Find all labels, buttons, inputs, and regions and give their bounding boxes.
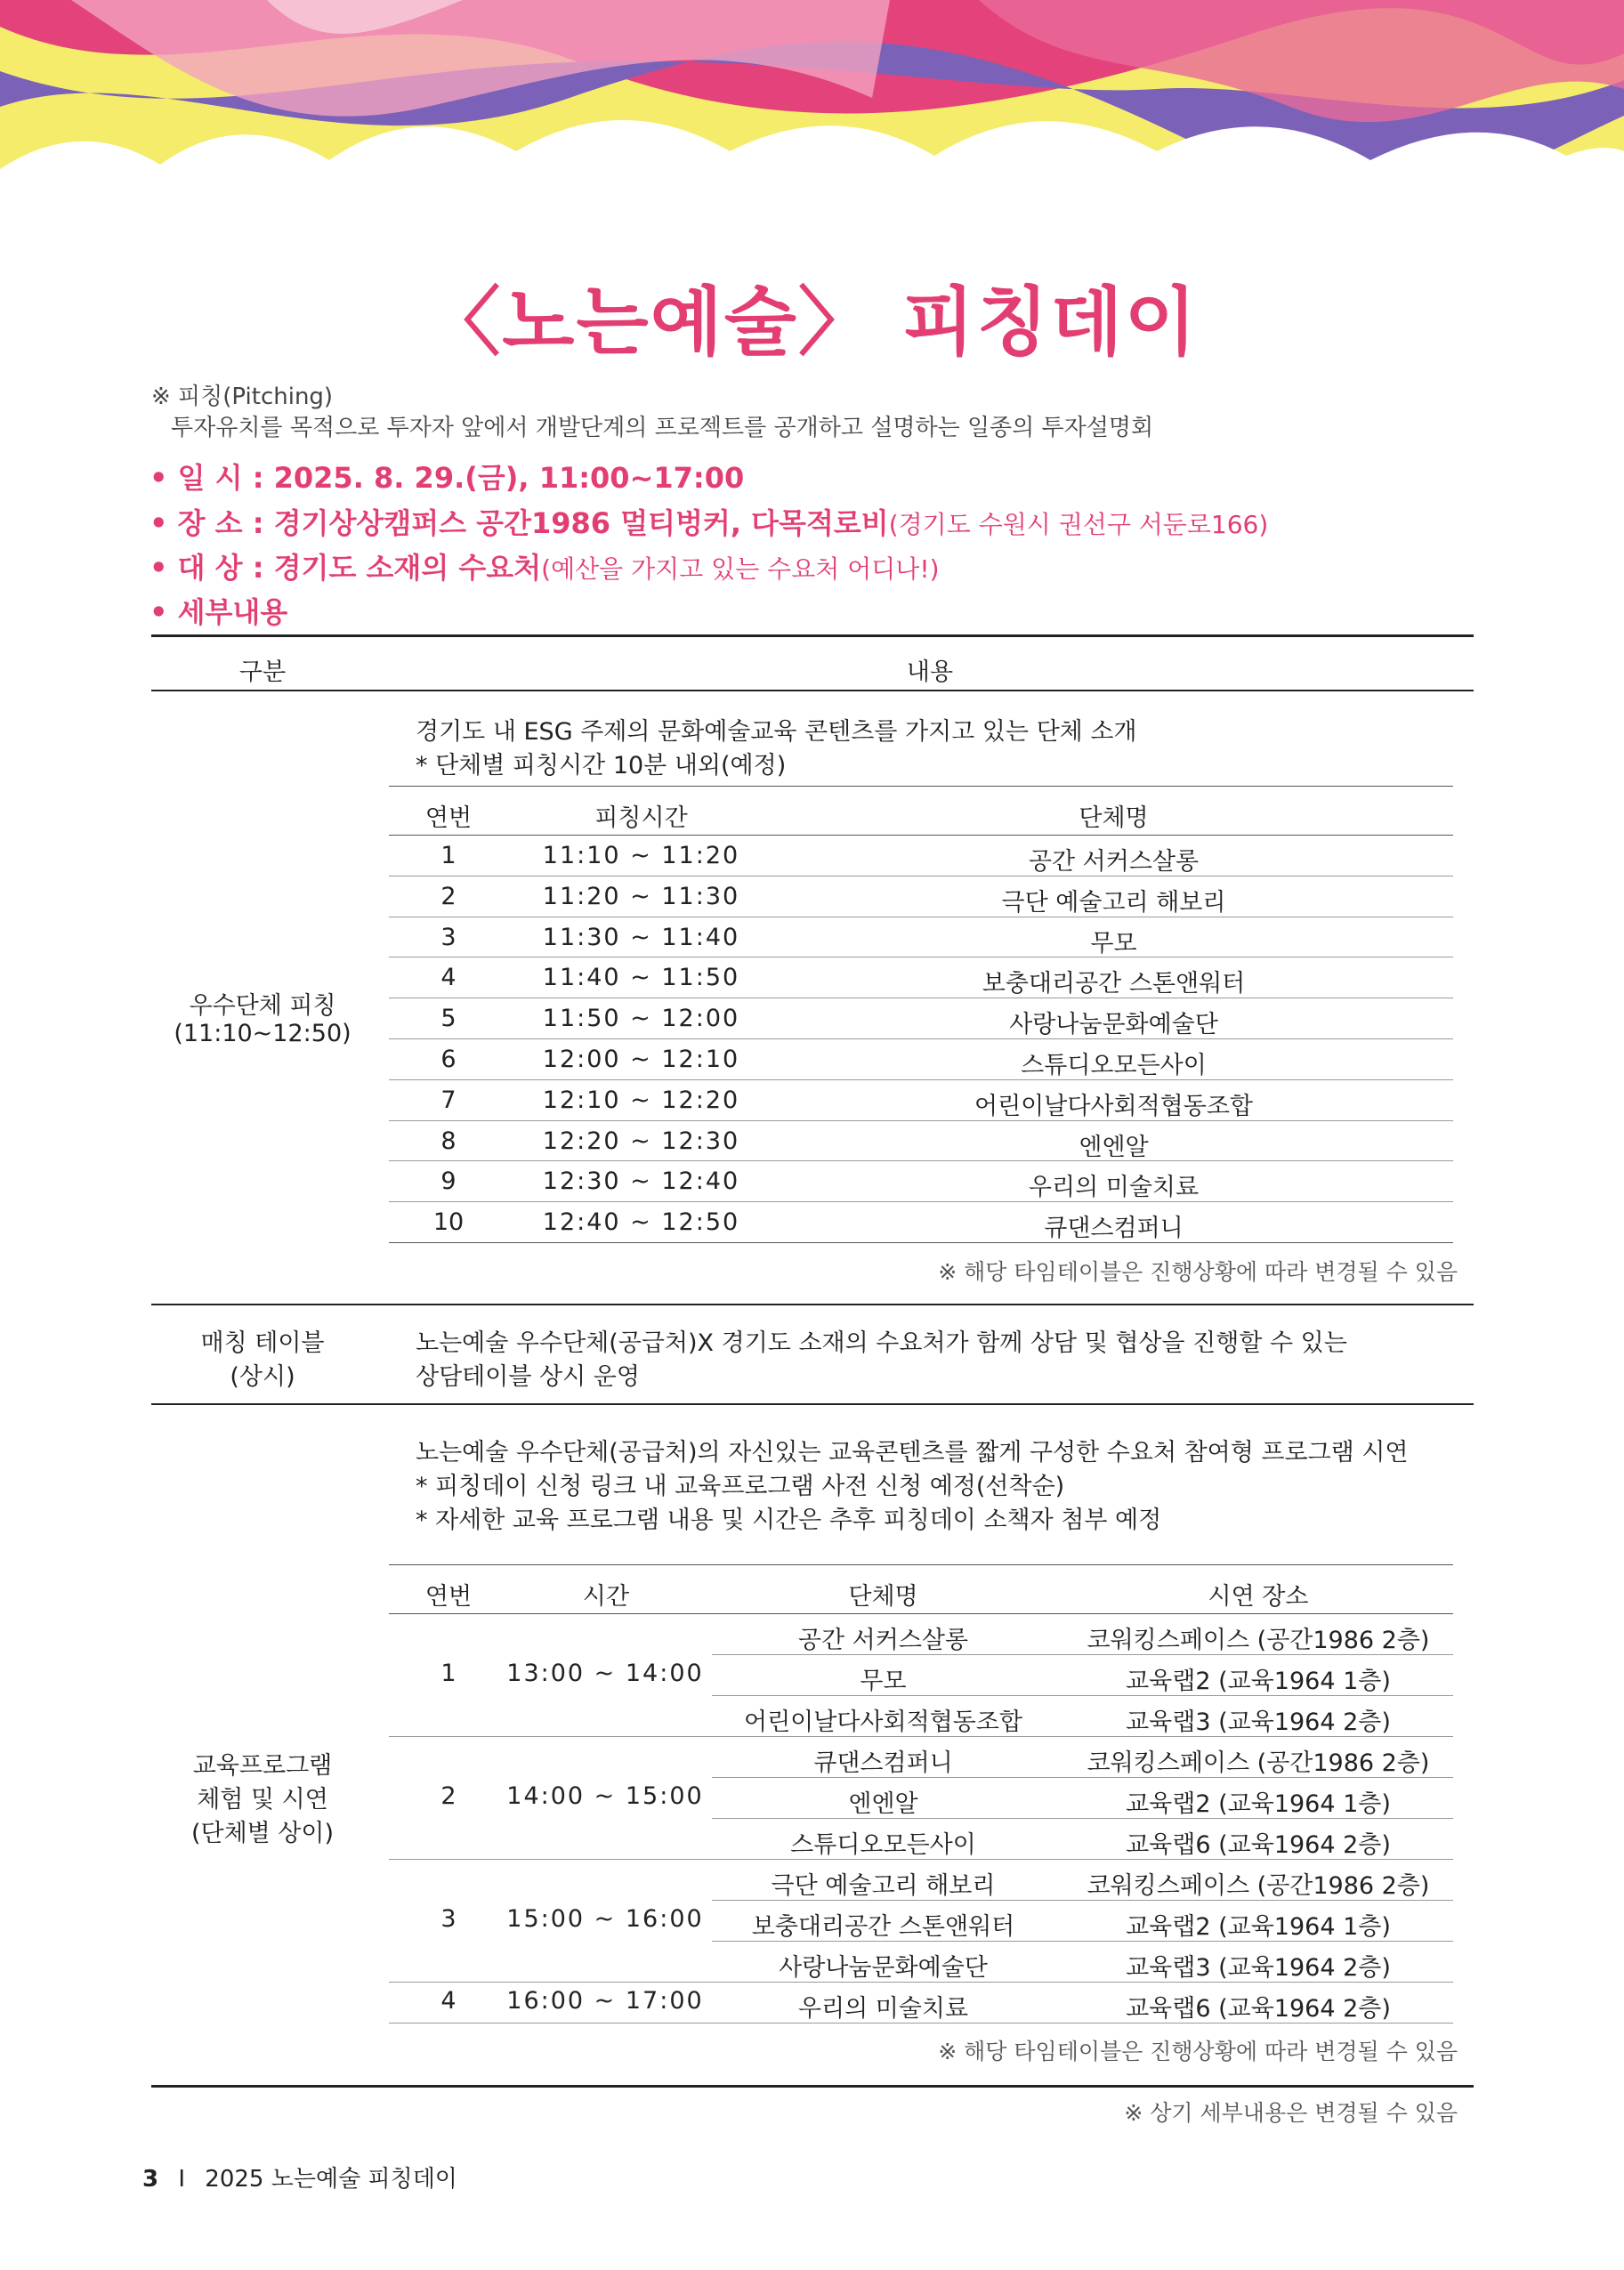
section1-row-name: 사랑나눔문화예술단: [1009, 1011, 1218, 1039]
info-date: • 일 시 : 2025. 8. 29.(금), 11:00~17:00: [149, 461, 745, 495]
section3-row-name: 보충대리공간 스톤앤워터: [751, 1913, 1015, 1941]
section3-row-place: 교육랩2 (교육1964 1층): [1126, 1668, 1391, 1695]
section3-group-no: 2: [440, 1782, 456, 1810]
section1-row-no: 8: [440, 1127, 456, 1155]
section3-row-place: 코워킹스페이스 (공간1986 2층): [1087, 1872, 1430, 1900]
section2-desc-line2: 상담테이블 상시 운영: [416, 1363, 640, 1391]
section3-group-time: 16:00 ~ 17:00: [506, 1987, 704, 2015]
section3-row-place: 코워킹스페이스 (공간1986 2층): [1087, 1749, 1430, 1777]
section1-row-name: 엔엔알: [1079, 1133, 1149, 1161]
footer-text: 2025 노는예술 피칭데이: [205, 2166, 457, 2193]
section1-row-name: 극단 예술고리 해보리: [1001, 888, 1226, 917]
section3-row-place: 교육랩6 (교육1964 2층): [1126, 1831, 1391, 1859]
section1-row-time: 12:40 ~ 12:50: [542, 1208, 740, 1237]
section3-group-time: 14:00 ~ 15:00: [506, 1782, 704, 1810]
section1-desc-line1: 경기도 내 ESG 주제의 문화예술교육 콘텐츠를 가지고 있는 단체 소개: [416, 718, 1137, 746]
section1-row-no: 9: [440, 1167, 456, 1196]
section3-row-name: 엔엔알: [848, 1790, 918, 1818]
section3-col-place: 시연 장소: [1208, 1583, 1309, 1611]
section1-note: ※ 해당 타임테이블은 진행상황에 따라 변경될 수 있음: [938, 1259, 1458, 1285]
section3-category-line2: 체험 및 시연: [197, 1786, 328, 1814]
section1-row-name: 어린이날다사회적협동조합: [974, 1092, 1253, 1120]
page-title: 〈노는예술〉 피칭데이: [425, 279, 1199, 366]
info-target-main: • 대 상 : 경기도 소재의 수요처: [149, 551, 542, 585]
section2-desc-line1: 노는예술 우수단체(공급처)X 경기도 소재의 수요처가 함께 상담 및 협상을 진행할 수 있는: [416, 1329, 1347, 1357]
section3-group-no: 4: [440, 1987, 456, 2015]
info-target: [149, 545, 940, 586]
section1-row-no: 1: [440, 842, 456, 869]
section3-group-time: 13:00 ~ 14:00: [506, 1660, 704, 1687]
section1-bottom-rule: [151, 1304, 1474, 1305]
info-place-main: • 장 소 : 경기상상캠퍼스 공간1986 멀티벙커, 다목적로비: [149, 506, 889, 540]
section3-desc-line2: * 피칭데이 신청 링크 내 교육프로그램 사전 신청 예정(선착순): [416, 1473, 1065, 1500]
section3-row-divider: [712, 1818, 1453, 1819]
section3-row-name: 극단 예술고리 해보리: [771, 1872, 996, 1900]
section1-row-name: 큐댄스컴퍼니: [1044, 1215, 1184, 1243]
section2-bottom-rule: [151, 1403, 1474, 1405]
section1-row-no: 3: [440, 923, 456, 951]
section3-row-divider: [712, 1695, 1453, 1696]
section2-category-line1: 매칭 테이블: [200, 1329, 325, 1357]
section1-desc-line2: * 단체별 피칭시간 10분 내외(예정): [416, 752, 787, 780]
section1-col-name: 단체명: [1079, 804, 1149, 832]
section3-row-place: 교육랩2 (교육1964 1층): [1126, 1790, 1391, 1818]
table-top-rule: [151, 634, 1474, 637]
section1-row-no: 7: [440, 1086, 456, 1114]
section3-row-name: 큐댄스컴퍼니: [813, 1749, 953, 1777]
section3-row-divider: [389, 2023, 1453, 2024]
section3-row-place: 코워킹스페이스 (공간1986 2층): [1087, 1627, 1430, 1654]
section1-col-time: 피칭시간: [594, 804, 688, 832]
info-place: [149, 501, 1268, 542]
info-target-sub: (예산을 가지고 있는 수요처 어디나!): [541, 554, 940, 584]
table-head-rule: [151, 690, 1474, 691]
section3-desc-line1: 노는예술 우수단체(공급처)의 자신있는 교육콘텐츠를 짧게 구성한 수요처 참여형 프로그램 시연: [416, 1439, 1409, 1466]
table-head-content: 내용: [906, 658, 954, 686]
info-details: • 세부내용: [149, 595, 288, 629]
section3-col-name: 단체명: [848, 1583, 918, 1611]
section3-row-divider: [389, 1982, 1453, 1983]
section1-row-time: 11:10 ~ 11:20: [542, 842, 740, 869]
section1-row-divider: [389, 1079, 1453, 1080]
section1-col-no: 연번: [424, 804, 473, 832]
footer: [142, 2161, 457, 2193]
section3-row-name: 어린이날다사회적협동조합: [744, 1709, 1022, 1736]
section1-row-divider: [389, 1038, 1453, 1039]
section3-row-place: 교육랩2 (교육1964 1층): [1126, 1913, 1391, 1941]
section1-subtable-top: [389, 786, 1453, 787]
section1-row-time: 11:20 ~ 11:30: [542, 882, 740, 910]
section3-row-divider: [389, 1859, 1453, 1860]
section1-row-divider: [389, 1160, 1453, 1161]
section3-row-place: 교육랩3 (교육1964 2층): [1126, 1954, 1391, 1982]
table-bottom-rule: [151, 2085, 1474, 2088]
section3-group-no: 1: [440, 1660, 456, 1687]
section1-row-time: 11:50 ~ 12:00: [542, 1005, 740, 1033]
section3-desc-line3: * 자세한 교육 프로그램 내용 및 시간은 추후 피칭데이 소책자 첨부 예정: [416, 1507, 1162, 1534]
section1-row-name: 보충대리공간 스톤앤워터: [982, 970, 1246, 998]
section3-row-name: 스튜디오모든사이: [790, 1831, 976, 1859]
section1-row-no: 4: [440, 964, 456, 992]
header-banner: [0, 0, 1624, 231]
section3-row-divider: [712, 1777, 1453, 1778]
section3-category-line3: (단체별 상이): [190, 1820, 335, 1847]
section1-row-time: 12:30 ~ 12:40: [542, 1167, 740, 1196]
info-place-sub: (경기도 수원시 권선구 서둔로166): [888, 510, 1269, 539]
section1-row-name: 스튜디오모든사이: [1021, 1052, 1207, 1079]
section3-row-place: 교육랩3 (교육1964 2층): [1126, 1709, 1391, 1736]
section1-row-no: 6: [440, 1046, 456, 1073]
section3-row-divider: [389, 1736, 1453, 1737]
pitching-note-body: 투자유치를 목적으로 투자자 앞에서 개발단계의 프로젝트를 공개하고 설명하는 일종의 투자설명회: [171, 415, 1154, 441]
section3-row-name: 사랑나눔문화예술단: [779, 1954, 988, 1982]
section1-row-time: 12:10 ~ 12:20: [542, 1086, 740, 1114]
footer-separator: I: [178, 2166, 186, 2193]
section3-subtable-top: [389, 1564, 1453, 1565]
section3-category-line1: 교육프로그램: [192, 1752, 333, 1780]
section1-row-time: 11:40 ~ 11:50: [542, 964, 740, 992]
section1-category-line2: (11:10~12:50): [174, 1020, 351, 1047]
section1-row-divider: [389, 1201, 1453, 1202]
section3-subtable-head-rule: [389, 1613, 1453, 1614]
section1-row-no: 5: [440, 1005, 456, 1033]
section3-row-name: 무모: [860, 1668, 907, 1695]
section1-row-name: 무모: [1090, 929, 1137, 957]
section3-row-divider: [712, 1654, 1453, 1655]
section1-row-no: 2: [440, 882, 456, 910]
section1-row-no: 10: [432, 1208, 465, 1237]
section3-row-name: 공간 서커스살롱: [797, 1627, 969, 1654]
section1-row-divider: [389, 1242, 1453, 1243]
section3-row-divider: [712, 1941, 1453, 1942]
section1-subtable-head-rule: [389, 835, 1453, 836]
section3-group-time: 15:00 ~ 16:00: [506, 1905, 704, 1933]
section2-category-line2: (상시): [230, 1363, 295, 1391]
bottom-note: ※ 상기 세부내용은 변경될 수 있음: [1124, 2100, 1458, 2126]
footer-page-number: 3: [142, 2166, 159, 2193]
pitching-note-head: ※ 피칭(Pitching): [151, 384, 334, 410]
table-head-category: 구분: [238, 658, 287, 686]
section1-row-divider: [389, 1120, 1453, 1121]
section1-row-time: 12:00 ~ 12:10: [542, 1046, 740, 1073]
section1-row-name: 우리의 미술치료: [1028, 1174, 1200, 1202]
section3-col-no: 연번: [424, 1583, 473, 1611]
section3-group-no: 3: [440, 1905, 456, 1933]
section3-row-place: 교육랩6 (교육1964 2층): [1126, 1995, 1391, 2023]
section1-row-time: 11:30 ~ 11:40: [542, 923, 740, 951]
section3-col-time: 시간: [582, 1583, 630, 1611]
section1-row-name: 공간 서커스살롱: [1028, 848, 1200, 876]
section1-category-line1: 우수단체 피칭: [189, 992, 336, 1020]
section1-row-time: 12:20 ~ 12:30: [542, 1127, 740, 1155]
section3-row-name: 우리의 미술치료: [797, 1995, 969, 2023]
section3-row-divider: [712, 1900, 1453, 1901]
section3-note: ※ 해당 타임테이블은 진행상황에 따라 변경될 수 있음: [938, 2039, 1458, 2064]
